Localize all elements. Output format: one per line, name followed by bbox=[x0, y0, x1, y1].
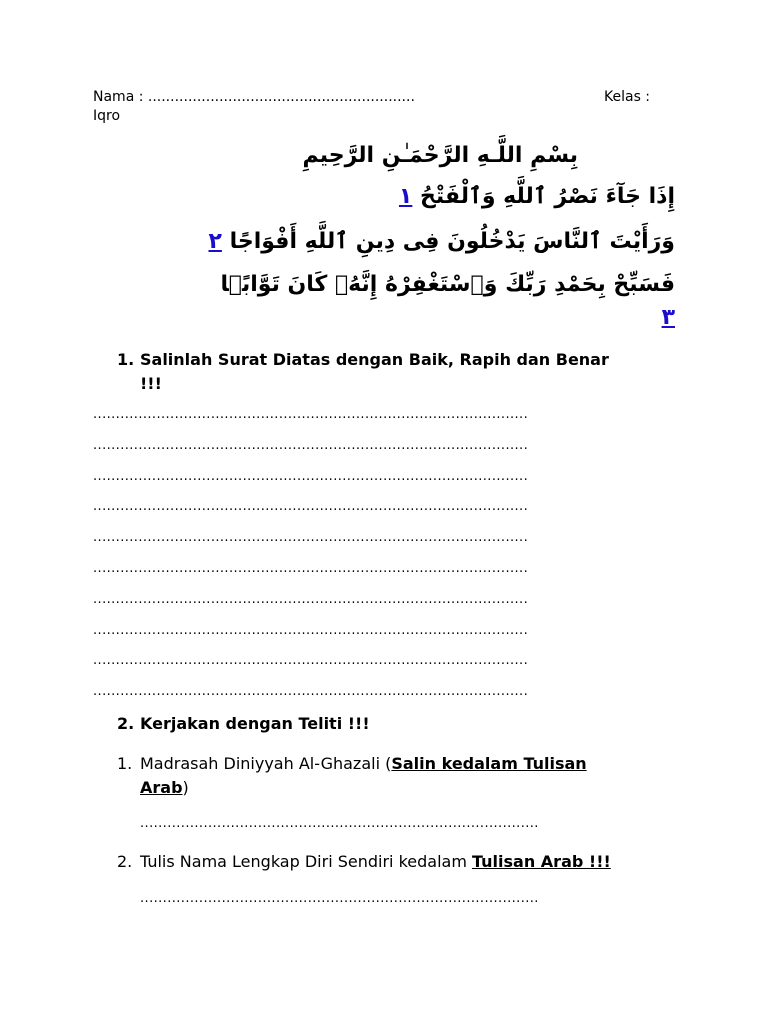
kelas-label: Kelas : bbox=[604, 89, 651, 105]
sub-question-1-instruction-b: Arab bbox=[140, 778, 183, 797]
basmala: بِسْمِ اللَّـهِ الرَّحْمَـٰنِ الرَّحِيمِ bbox=[302, 143, 578, 168]
answer-line[interactable]: ................................................................................................ bbox=[93, 623, 529, 638]
sub-question-2-instruction: Tulisan Arab !!! bbox=[472, 852, 611, 871]
question-2-number: 2. bbox=[117, 714, 135, 733]
sub-question-1-prefix: Madrasah Diniyyah Al-Ghazali ( bbox=[140, 754, 392, 773]
answer-line[interactable]: ................................................................................................ bbox=[93, 469, 529, 484]
sub-question-2-answer-line[interactable]: ........................................................................................ bbox=[140, 891, 539, 906]
header bbox=[93, 88, 673, 124]
sub-question-1-suffix: ) bbox=[182, 778, 189, 797]
sub-question-1 bbox=[117, 752, 677, 802]
sub-question-1-line1 bbox=[140, 752, 587, 776]
answer-line[interactable]: ................................................................................................ bbox=[93, 684, 529, 699]
iqro-label: Iqro bbox=[93, 108, 121, 124]
answer-line[interactable]: ................................................................................................ bbox=[93, 438, 529, 453]
nama-field: Nama : ............................................................ bbox=[93, 89, 415, 105]
answer-line[interactable]: ................................................................................................ bbox=[93, 530, 529, 545]
ayah-3-number[interactable]: ٣ bbox=[661, 305, 675, 330]
ayah-3-text: فَسَبِّحْ بِحَمْدِ رَبِّكَ وَٱسْتَغْفِرْهُ إِنَّهُۥ كَانَ تَوَّابًۢا bbox=[220, 272, 675, 297]
question-1 bbox=[117, 348, 687, 398]
sub-question-2-prefix: Tulis Nama Lengkap Diri Sendiri kedalam bbox=[140, 852, 472, 871]
ayah-1-text: إِذَا جَآءَ نَصْرُ ٱللَّهِ وَٱلْفَتْحُ bbox=[420, 184, 675, 209]
answer-line[interactable]: ................................................................................................ bbox=[93, 499, 529, 514]
sub-question-2 bbox=[117, 850, 687, 876]
answer-line[interactable]: ................................................................................................ bbox=[93, 653, 529, 668]
ayah-2 bbox=[208, 229, 675, 254]
sub-question-1-answer-line[interactable]: ........................................................................................ bbox=[140, 816, 539, 831]
sub-question-1-line2 bbox=[140, 776, 189, 800]
question-1-number: 1. bbox=[117, 350, 135, 369]
ayah-2-text: وَرَأَيْتَ ٱلنَّاسَ يَدْخُلُونَ فِى دِينِ ٱللَّهِ أَفْوَاجًا bbox=[229, 229, 675, 254]
ayah-1 bbox=[399, 184, 675, 209]
ayah-1-number[interactable]: ١ bbox=[398, 184, 413, 209]
sub-question-1-number: 1. bbox=[117, 754, 133, 773]
answer-line[interactable]: ................................................................................................ bbox=[93, 592, 529, 607]
sub-question-2-line bbox=[140, 850, 611, 874]
question-1-line2: !!! bbox=[140, 374, 162, 393]
question-1-line1: Salinlah Surat Diatas dengan Baik, Rapih dan Benar bbox=[140, 350, 609, 369]
sub-question-2-number: 2. bbox=[117, 852, 133, 871]
question-2-text: Kerjakan dengan Teliti !!! bbox=[140, 714, 370, 733]
question-2 bbox=[117, 712, 517, 738]
ayah-3 bbox=[662, 305, 675, 330]
answer-line[interactable]: ................................................................................................ bbox=[93, 561, 529, 576]
ayah-2-number[interactable]: ٢ bbox=[208, 229, 222, 254]
answer-line[interactable]: ................................................................................................ bbox=[93, 407, 529, 422]
sub-question-1-instruction-a: Salin kedalam Tulisan bbox=[391, 754, 587, 773]
